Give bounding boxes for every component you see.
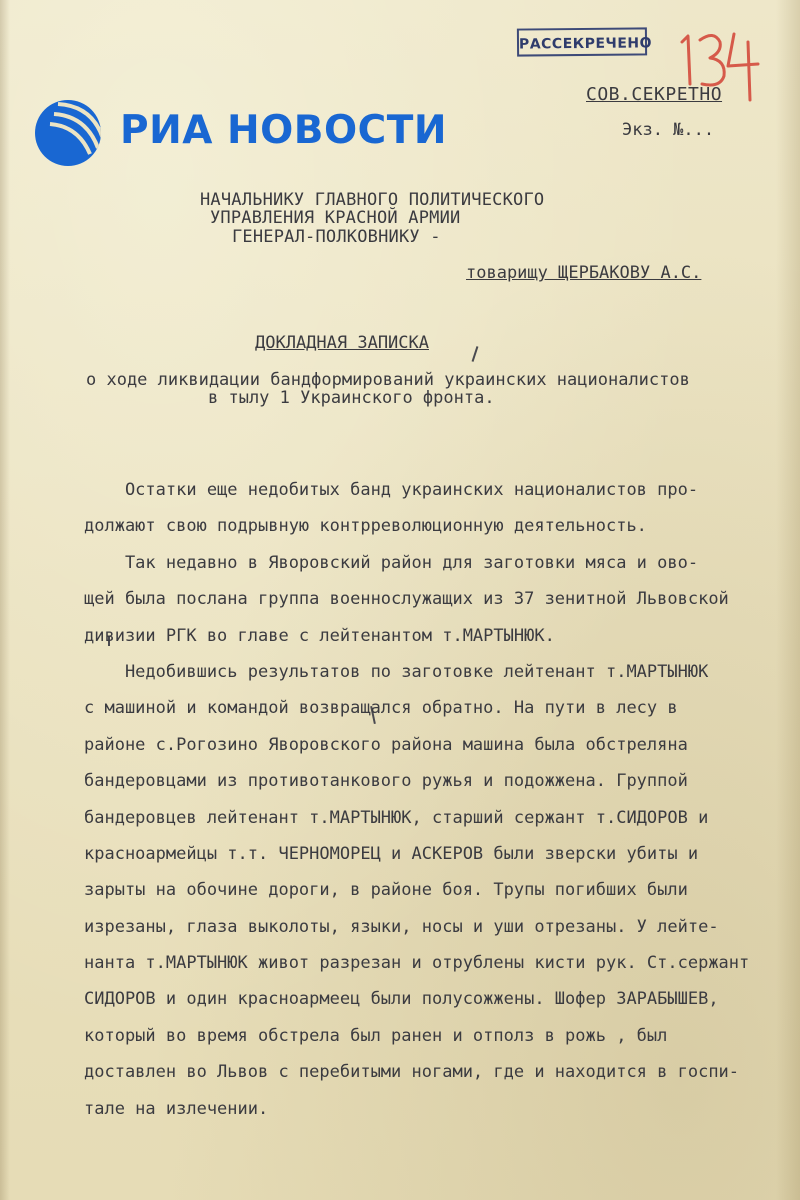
body-line: должают свою подрывную контрреволюционную деятельность. — [84, 516, 647, 537]
ria-globe-icon — [32, 96, 106, 168]
body-line: с машиной и командой возвращался обратно. На пути в лесу в — [84, 698, 678, 719]
classification-mark: СОВ.СЕКРЕТНО — [586, 84, 723, 105]
address-line-3: ГЕНЕРАЛ-ПОЛКОВНИКУ - — [232, 227, 441, 247]
pen-mark — [472, 346, 479, 362]
body-line: щей была послана группа военнослужащих из 37 зенитной Львовской — [84, 589, 729, 610]
body-line: который во время обстрела был ранен и отполз в рожь , был — [84, 1025, 668, 1046]
address-line-1: НАЧАЛЬНИКУ ГЛАВНОГО ПОЛИТИЧЕСКОГО — [200, 190, 545, 210]
declassified-stamp: РАССЕКРЕЧЕНО — [517, 27, 647, 56]
body-line: СИДОРОВ и один красноармеец были полусожжены. Шофер ЗАРАБЫШЕВ, — [84, 989, 719, 1010]
body-line: нанта т.МАРТЫНЮК живот разрезан и отрублены кисти рук. Ст.сержант — [84, 953, 750, 974]
body-line: бандеровцами из противотанкового ружья и подожжена. Группой — [84, 771, 688, 792]
body-line: изрезаны, глаза выколоты, языки, носы и уши отрезаны. У лейте- — [84, 916, 719, 937]
subtitle-line-2: в тылу 1 Украинского фронта. — [208, 388, 495, 408]
address-line-2: УПРАВЛЕНИЯ КРАСНОЙ АРМИИ — [210, 208, 461, 228]
body-line: бандеровцев лейтенант т.МАРТЫНЮК, старший сержант т.СИДОРОВ и — [84, 807, 709, 828]
body-line: зарыты на обочине дороги, в районе боя. Трупы погибших были — [84, 880, 688, 901]
body-line: Так недавно в Яворовский район для заготовки мяса и ово- — [84, 552, 699, 573]
subtitle-line-1: о ходе ликвидации бандформирований украинских националистов — [86, 370, 690, 390]
body-line: Недобившись результатов по заготовке лейтенант т.МАРТЫНЮК — [84, 661, 709, 682]
body-line: дивизии РГК во главе с лейтенантом т.МАРТЫНЮК. — [84, 625, 555, 646]
body-line: тале на излечении. — [84, 1098, 269, 1119]
body-line: красноармейцы т.т. ЧЕРНОМОРЕЦ и АСКЕРОВ были зверски убиты и — [84, 843, 699, 864]
ria-novosti-wordmark: РИА НОВОСТИ — [120, 108, 448, 153]
body-line: районе с.Рогозино Яворовского района машина была обстреляна — [84, 734, 688, 755]
body-text — [84, 472, 784, 1127]
ria-novosti-logo — [32, 96, 472, 168]
page-edge-shadow-left — [0, 0, 10, 1200]
body-line: доставлен во Львов с перебитыми ногами, где и находится в госпи- — [84, 1062, 740, 1083]
document-title: ДОКЛАДНАЯ ЗАПИСКА — [255, 333, 429, 353]
addressee: товарищу ЩЕРБАКОВУ А.С. — [466, 263, 702, 283]
body-line: Остатки еще недобитых банд украинских националистов про- — [84, 480, 699, 500]
copy-number: Экз. №... — [622, 120, 715, 140]
